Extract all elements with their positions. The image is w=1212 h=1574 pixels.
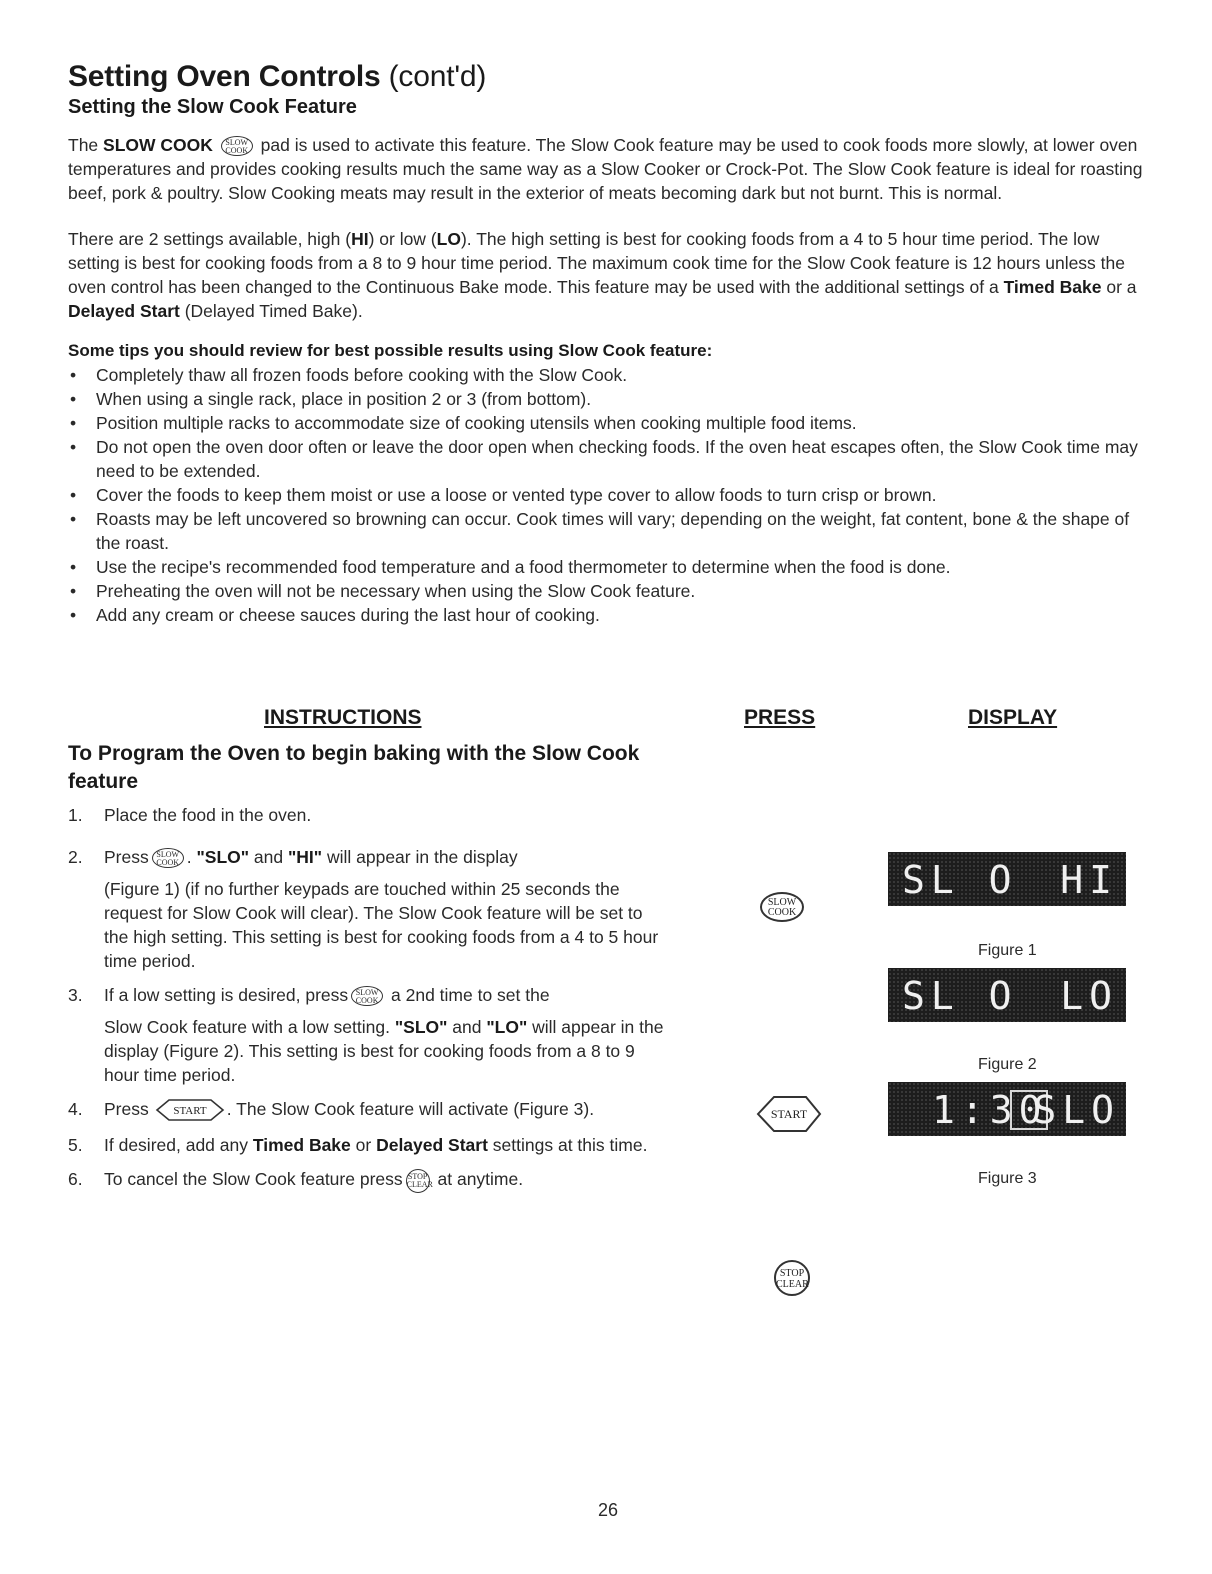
page-title [68, 60, 1148, 94]
page-number: 26 [597, 1500, 619, 1520]
manual-page [68, 60, 1148, 1520]
tips-list [68, 363, 1148, 627]
svg-text:START: START [173, 1105, 207, 1118]
section-subtitle: Setting the Slow Cook Feature [68, 96, 357, 118]
tip-item: • Position multiple racks to accommodate size of cooking utensils when cooking multiple food items. [70, 413, 857, 433]
step-item: 5. If desired, add any Timed Bake or Delayed Start settings at this time. [68, 1135, 648, 1156]
title-suffix: (cont'd) [388, 60, 487, 93]
step-item: 2. Press SLOW COOK . "SLO" and "HI" will appear in the display (Figure 1) (if no further keypads are touched within 25 seconds the request for Slow Cook will clear). The Slow Cook feature will be set to the high setting. This setting is best for cooking foods from a 4 to 5 hour time period. [68, 847, 659, 971]
figure-3-caption: Figure 3 [978, 1170, 1037, 1187]
figure-1-caption: Figure 1 [978, 942, 1037, 959]
instructions-column-heading: INSTRUCTIONS [264, 706, 422, 729]
intro-paragraph-1: The SLOW COOK SLOW COOK pad is used to activate this feature. The Slow Cook feature may be used to cook foods more slowly, at lower oven temperatures and provides cooking results much the same way as a Slow Cooker or Crock-Pot. The Slow Cook feature is ideal for roasting beef, pork & poultry. Slow Cooking meats may result in the exterior of meats becoming dark but not burnt. This is normal. [68, 135, 1143, 203]
tip-item: • Cover the foods to keep them moist or use a loose or vented type cover to allow foods to turn crisp or brown. [70, 485, 937, 505]
stop-clear-press-icon: STOP CLEAR [774, 1260, 810, 1296]
intro-paragraph-2: There are 2 settings available, high (HI) or low (LO). The high setting is best for cooking foods from a 4 to 5 hour time period. The low setting is best for cooking foods from a 8 to 9 hour time period. The maximum cook time for the Slow Cook feature is 12 hours unless the oven control has been changed to the Continuous Bake mode. This feature may be used with the additional settings of a Timed Bake or a Delayed Start (Delayed Timed Bake). [68, 229, 1137, 321]
instructions-heading: To Program the Oven to begin baking with the Slow Cook feature [68, 742, 640, 793]
instructions-section [68, 706, 1148, 1306]
tip-item: • Do not open the oven door often or leave the door open when checking foods. If the oven heat escapes often, the Slow Cook time may need to be extended. [70, 437, 1138, 481]
press-column-heading: PRESS [744, 706, 816, 729]
step-item: 4. Press START . The Slow Cook feature will activate (Figure 3). [68, 1097, 668, 1123]
svg-text:START: START [770, 1107, 808, 1121]
start-press-icon [754, 1094, 824, 1134]
slow-cook-press-icon: SLOW COOK [760, 892, 804, 922]
slow-cook-pad-icon: SLOW COOK [152, 848, 184, 868]
tip-item: • Preheating the oven will not be necessary when using the Slow Cook feature. [70, 581, 696, 601]
title-text: Setting Oven Controls [68, 60, 381, 93]
step-item: 6. To cancel the Slow Cook feature press STOP CLEAR at anytime. [68, 1167, 668, 1192]
display-figure-1: SL O HI [888, 852, 1126, 906]
figure-2-caption: Figure 2 [978, 1056, 1037, 1073]
slow-cook-pad-icon: SLOW COOK [351, 986, 383, 1006]
stop-clear-pad-icon: STOP CLEAR [406, 1169, 430, 1193]
start-pad-icon [149, 1097, 227, 1123]
tip-item: • Add any cream or cheese sauces during the last hour of cooking. [70, 605, 600, 625]
step-item: 3. If a low setting is desired, press SLOW COOK a 2nd time to set the Slow Cook feature with a low setting. "SLO" and "LO" will appear in the display (Figure 2). This setting is best for cooking foods from a 8 to 9 hour time period. [68, 985, 664, 1085]
display-figure-3: 1:30 SLO [888, 1082, 1126, 1136]
tip-item: • Completely thaw all frozen foods before cooking with the Slow Cook. [70, 365, 628, 385]
tip-item: • Roasts may be left uncovered so browning can occur. Cook times will vary; depending on the weight, fat content, bone & the shape of the roast. [70, 509, 1130, 553]
step-item: 1. Place the food in the oven. [68, 805, 312, 825]
tip-item: • When using a single rack, place in position 2 or 3 (from bottom). [70, 389, 592, 409]
tip-item: • Use the recipe's recommended food temperature and a food thermometer to determine when the food is done. [70, 557, 951, 577]
tips-heading: Some tips you should review for best possible results using Slow Cook feature: [68, 341, 713, 360]
display-column-heading: DISPLAY [968, 706, 1058, 729]
slow-cook-pad-icon: SLOW COOK [221, 136, 253, 156]
steps-list [68, 803, 668, 1193]
display-figure-2: SL O LO [888, 968, 1126, 1022]
